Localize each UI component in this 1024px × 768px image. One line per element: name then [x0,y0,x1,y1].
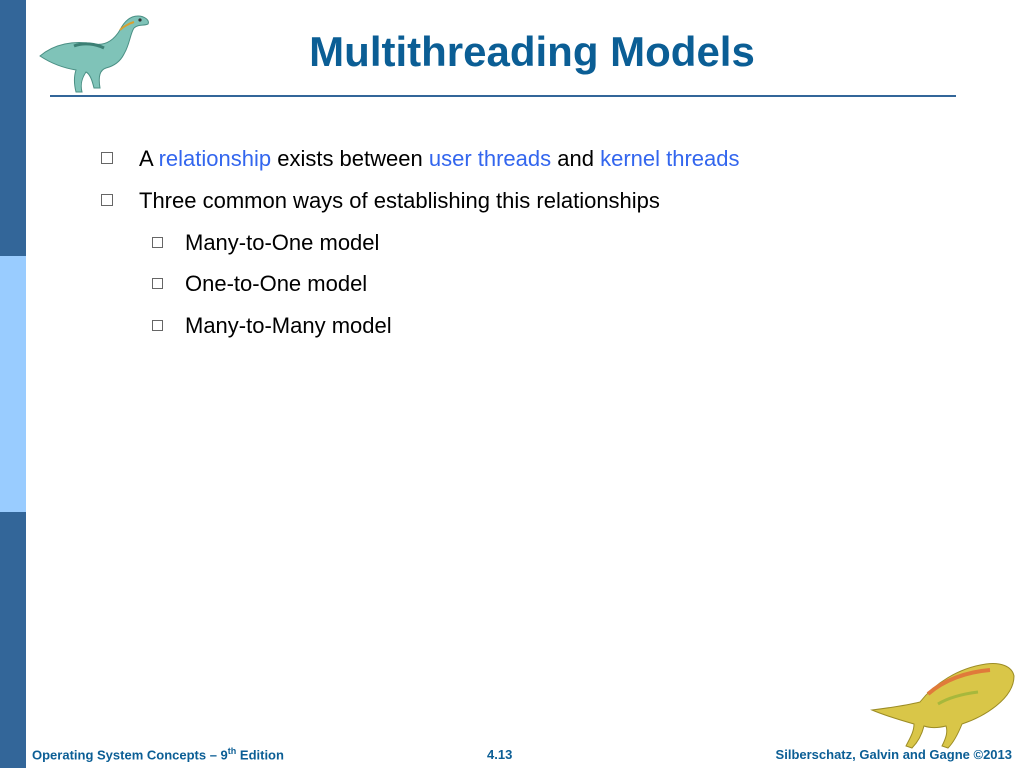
bullet-text: Three common ways of establishing this relationships [139,188,660,213]
bullet-item [101,146,740,172]
bullet-text: A [139,146,159,171]
footer-page-number: 4.13 [487,747,513,762]
square-bullet-icon [152,278,163,289]
bullet-text: and [551,146,601,171]
sub-bullet-item [152,271,367,297]
footer-copyright: Silberschatz, Galvin and Gagne ©2013 [775,747,1012,762]
bullet-text: exists between [271,146,429,171]
slide-title: Multithreading Models [309,28,755,75]
footer-edition-sup: th [227,745,237,756]
square-bullet-icon [152,237,163,248]
sub-bullet-item [152,230,379,256]
sidebar-strip-highlight [0,256,26,512]
square-bullet-icon [101,194,113,206]
dinosaur-logo-bottom-icon [868,654,1018,754]
square-bullet-icon [152,320,163,331]
bullet-item [101,188,660,214]
term-relationship: relationship [158,146,272,171]
term-user-threads: user threads [428,146,552,171]
sub-bullet-item [152,313,392,339]
footer-edition-suffix: Edition [236,747,284,762]
title-divider [50,95,956,97]
sub-bullet-text: Many-to-One model [185,230,380,255]
term-kernel-threads: kernel threads [600,146,740,171]
square-bullet-icon [101,152,113,164]
footer-book-text: Operating System Concepts – 9 [32,747,228,762]
sub-bullet-text: One-to-One model [185,271,368,296]
footer-book-title [32,746,284,762]
sub-bullet-text: Many-to-Many model [185,313,392,338]
